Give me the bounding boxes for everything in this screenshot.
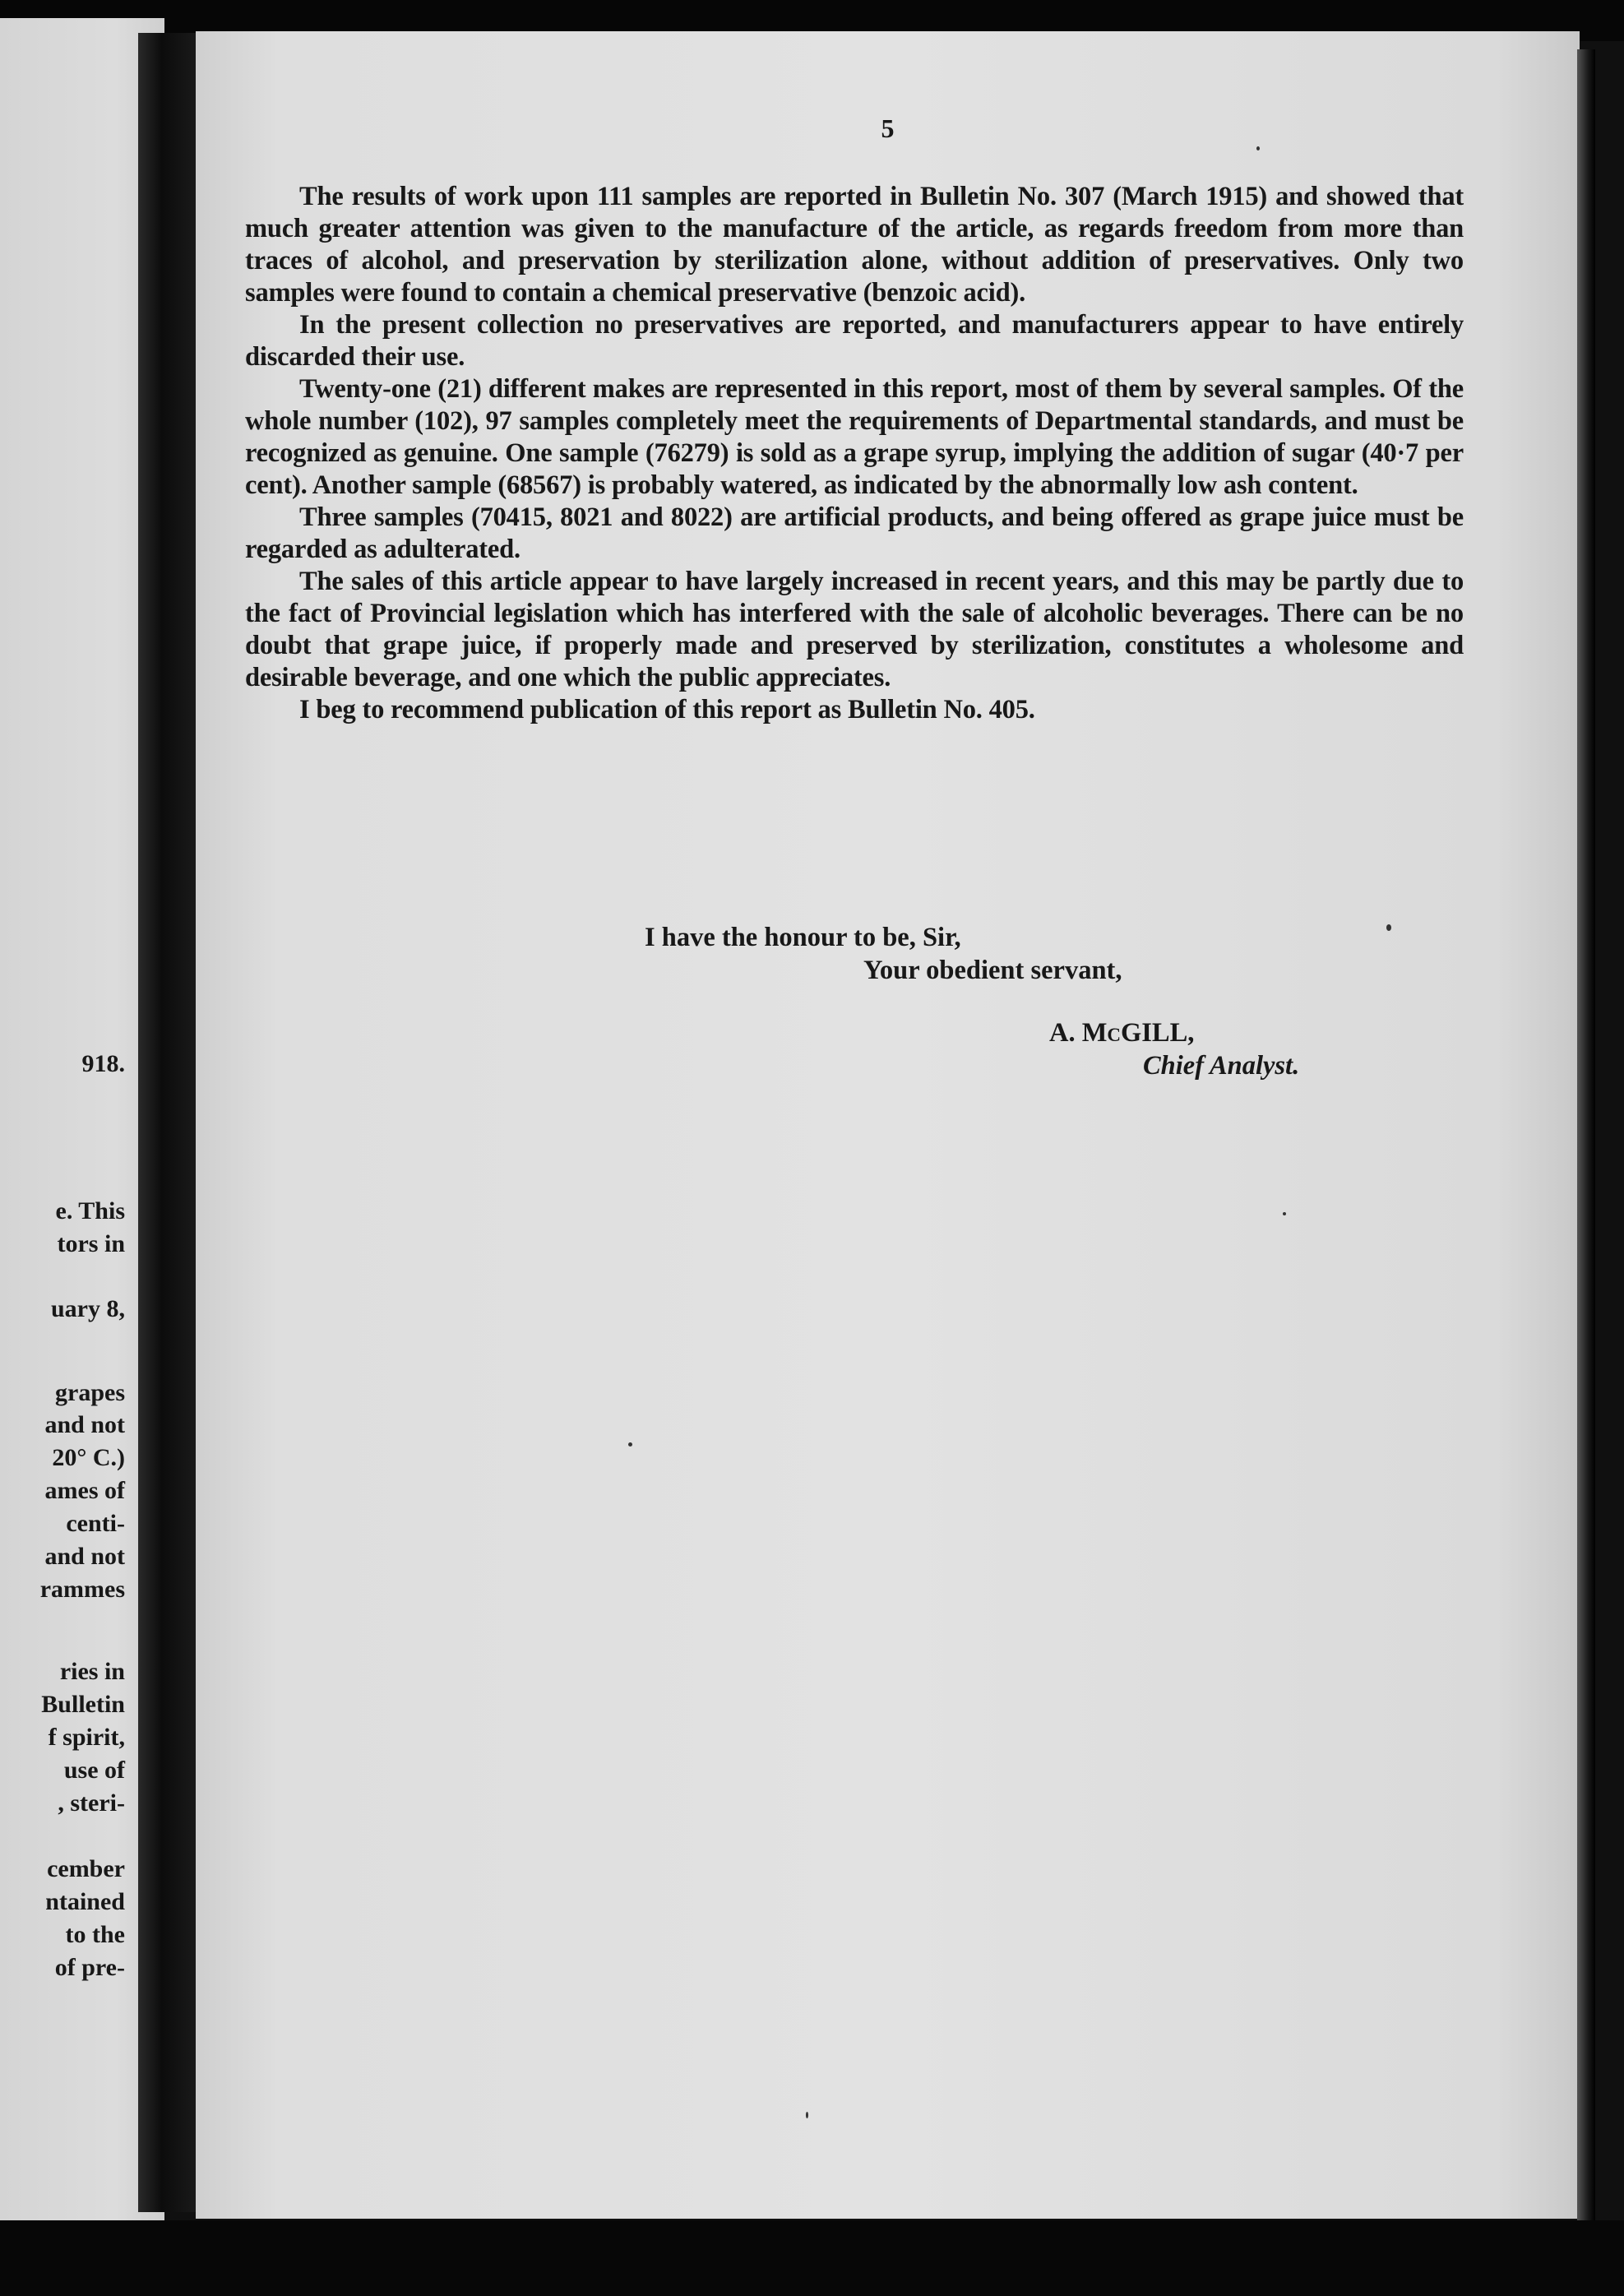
- left-page-fragment: rammes: [39, 1576, 125, 1603]
- bottom-shadow: [0, 2220, 1624, 2296]
- scan-speck: [628, 1442, 632, 1447]
- left-page-fragment: of pre-: [54, 1954, 125, 1981]
- scan-speck: [1386, 924, 1391, 931]
- closing-line: Your obedient servant,: [863, 956, 1122, 985]
- paragraph: In the present collection no preservatives are reported, and manufacturers appear to have entirely discarded their use.: [245, 310, 1464, 372]
- signatory-name: A. McGILL,: [1049, 1018, 1195, 1048]
- left-page-fragment: f spirit,: [48, 1724, 125, 1751]
- signatory-title: Chief Analyst.: [1143, 1051, 1300, 1081]
- left-page-fragment: centi-: [66, 1510, 125, 1537]
- scan-speck: [1256, 146, 1260, 150]
- left-page-fragment: and not: [44, 1411, 125, 1438]
- paragraph: I beg to recommend publication of this report as Bulletin No. 405.: [299, 695, 1035, 724]
- paragraph: Twenty-one (21) different makes are represented in this report, most of them by several samples. Of the whole number (102), 97 samples completely meet the requirements of Departmental standards, and must be recognized as genuine. One sample (76279) is sold as a grape syrup, implying the addition of sugar (40·7 per cent). Another sample (68567) is probably watered, as indicated by the abnormally low ash content.: [245, 374, 1464, 500]
- scan-speck: [1283, 1212, 1286, 1215]
- letter-body: [245, 181, 1464, 726]
- left-page-fragment: ries in: [59, 1658, 125, 1685]
- left-page-fragment: grapes: [55, 1379, 125, 1406]
- paragraph: Three samples (70415, 8021 and 8022) are artificial products, and being offered as grape juice must be regarded as adulterated.: [245, 502, 1464, 564]
- book-spine: [138, 33, 197, 2212]
- closing-line: I have the honour to be, Sir,: [645, 923, 961, 952]
- left-page-fragment: uary 8,: [51, 1295, 125, 1322]
- left-page-fragment: cember: [47, 1855, 125, 1882]
- document-page: [196, 31, 1580, 2219]
- left-page-fragment: 918.: [81, 1050, 125, 1077]
- left-page-fragment: to the: [65, 1921, 125, 1948]
- left-page-fragment: 20° C.): [52, 1444, 125, 1471]
- scan-speck: [806, 2112, 808, 2118]
- left-page-fragment: and not: [44, 1543, 125, 1570]
- left-page-fragment: Bulletin: [41, 1691, 125, 1718]
- left-page-fragment: ntained: [45, 1888, 125, 1915]
- left-page-fragment: ames of: [44, 1477, 125, 1504]
- left-page-fragment: , steri-: [58, 1789, 125, 1817]
- left-page-fragment: tors in: [57, 1230, 125, 1257]
- page-number: 5: [881, 113, 895, 143]
- page-right-edge: [1577, 49, 1595, 2220]
- paragraph: The sales of this article appear to have largely increased in recent years, and this may be partly due to the fact of Provincial legislation which has interfered with the sale of alcoholic beverages. There can be no doubt that grape juice, if properly made and preserved by sterilization, constitutes a wholesome and desirable beverage, and one which the public appreciates.: [245, 567, 1464, 692]
- paragraph: The results of work upon 111 samples are reported in Bulletin No. 307 (March 1915) and showed that much greater attention was given to the manufacture of the article, as regards freedom from more than traces of alcohol, and preservation by sterilization alone, without addition of preservatives. Only two samples were found to contain a chemical preservative (benzoic acid).: [245, 182, 1464, 308]
- left-page-fragment: e. This: [55, 1197, 125, 1224]
- left-page-fragment: use of: [63, 1757, 125, 1784]
